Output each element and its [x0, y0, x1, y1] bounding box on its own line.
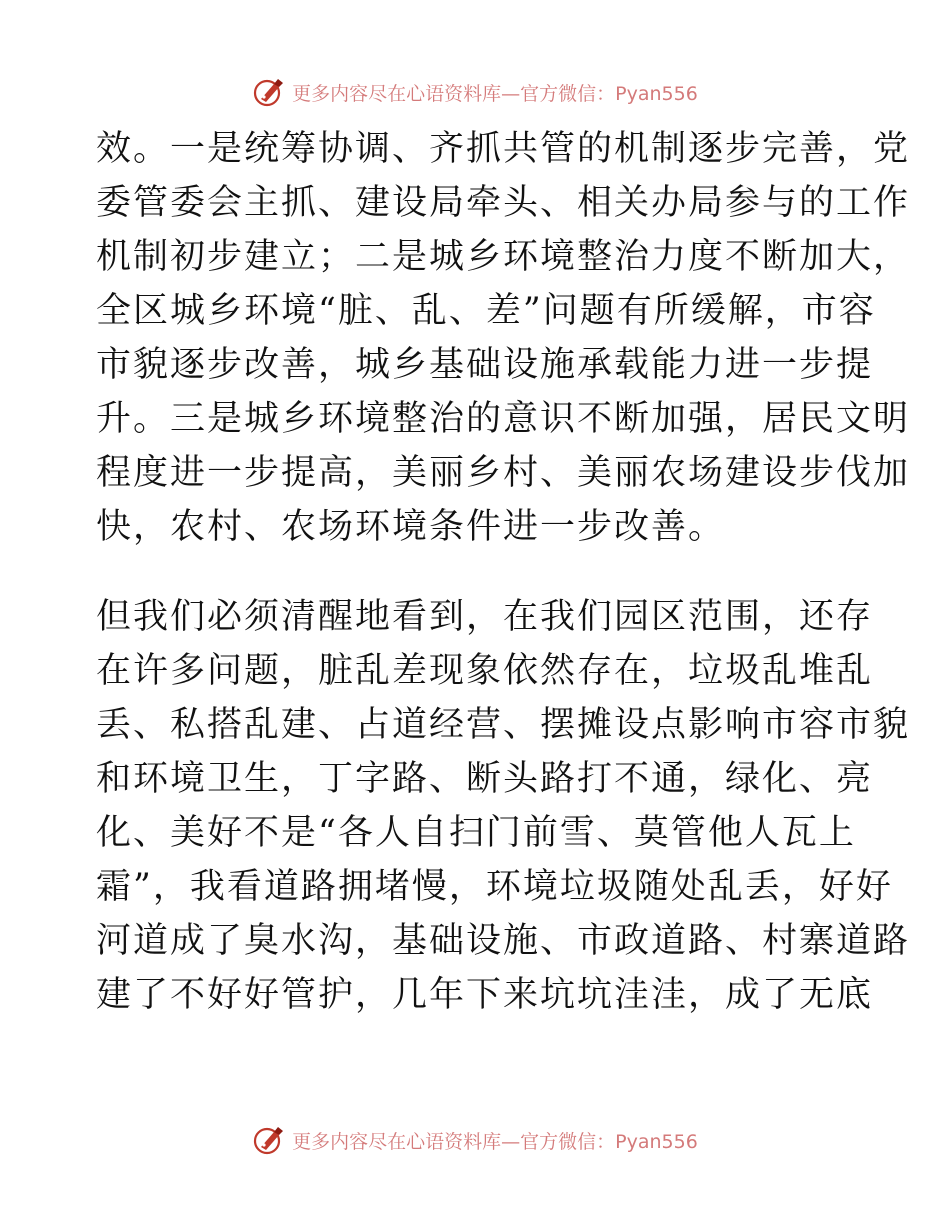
header-banner: [0, 72, 950, 112]
banner-text: 更多内容尽在心语资料库—官方微信：: [292, 1130, 616, 1153]
document-body: [96, 122, 911, 1022]
text-line: 全区城乡环境“脏、乱、差”问题有所缓解，市容: [96, 291, 876, 331]
banner-wechat-id: Pyan556: [615, 1130, 698, 1153]
paragraph: [96, 590, 911, 1022]
text-line: 机制初步建立；二是城乡环境整治力度不断加大，: [96, 237, 911, 277]
text-line: 河道成了臭水沟，基础设施、市政道路、村寨道路: [96, 921, 911, 961]
banner-wechat-id: Pyan556: [615, 82, 698, 105]
text-line: 和环境卫生，丁字路、断头路打不通，绿化、亮: [96, 759, 874, 799]
text-line: 在许多问题，脏乱差现象依然存在，垃圾乱堆乱: [96, 651, 874, 691]
banner-text: 更多内容尽在心语资料库—官方微信：: [292, 82, 616, 105]
paragraph-gap: [96, 554, 856, 590]
text-line: 建了不好好管护，几年下来坑坑洼洼，成了无底: [96, 975, 874, 1015]
text-line: 程度进一步提高，美丽乡村、美丽农场建设步伐加: [96, 453, 911, 493]
text-line: 市貌逐步改善，城乡基础设施承载能力进一步提: [96, 345, 874, 385]
text-line: 快，农村、农场环境条件进一步改善。: [96, 507, 726, 547]
text-line: 霜”，我看道路拥堵慢，环境垃圾随处乱丢，好好: [96, 867, 893, 907]
footer-banner: [0, 1120, 950, 1160]
pen-logo-icon: [252, 75, 286, 109]
pen-logo-icon: [252, 1123, 286, 1157]
text-line: 丢、私搭乱建、占道经营、摆摊设点影响市容市貌: [96, 705, 911, 745]
text-line: 但我们必须清醒地看到，在我们园区范围，还存: [96, 597, 874, 637]
text-line: 效。一是统筹协调、齐抓共管的机制逐步完善，党: [96, 129, 911, 169]
paragraph: [96, 122, 911, 554]
text-line: 升。三是城乡环境整治的意识不断加强，居民文明: [96, 399, 911, 439]
text-line: 化、美好不是“各人自扫门前雪、莫管他人瓦上: [96, 813, 856, 853]
text-line: 委管委会主抓、建设局牵头、相关办局参与的工作: [96, 183, 911, 223]
